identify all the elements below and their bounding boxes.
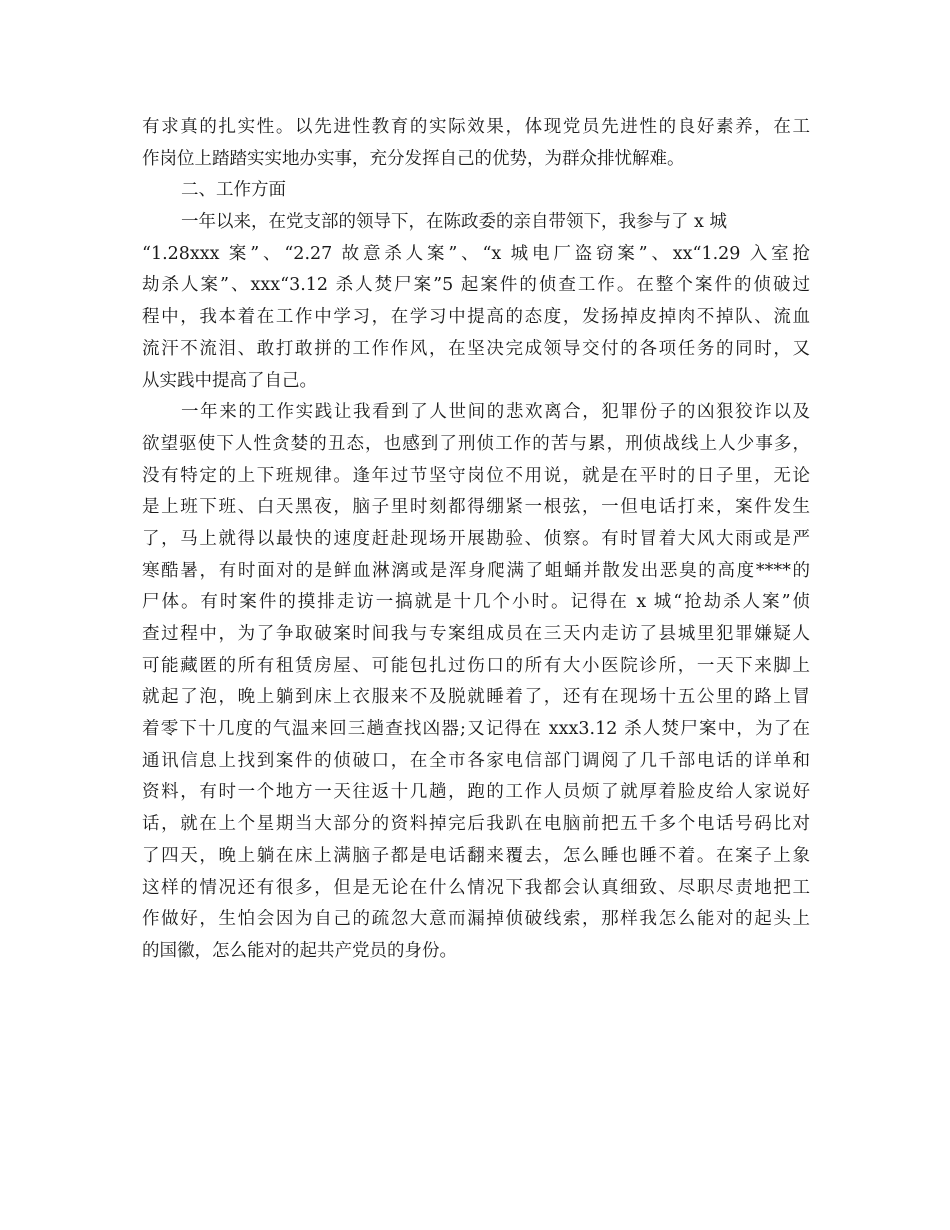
text-line: 程中，我本着在工作中学习，在学习中提高的态度，发扬掉皮掉肉不掉队、流血 bbox=[142, 307, 810, 328]
text-line: 是上班下班、白天黑夜，脑子里时刻都得绷紧一根弦，一但电话打来，案件发生 bbox=[142, 497, 810, 518]
text-line: 这样的情况还有很多，但是无论在什么情况下我都会认真细致、尽职尽责地把工 bbox=[142, 877, 810, 898]
text-line: 欲望驱使下人性贪婪的丑态，也感到了刑侦工作的苦与累，刑侦战线上人少事多， bbox=[142, 433, 810, 454]
text-line: 尸体。有时案件的摸排走访一搞就是十几个小时。记得在 x 城“抢劫杀人案”侦 bbox=[142, 592, 810, 613]
text-line: “1.28xxx 案”、“2.27 故意杀人案”、“x 城电厂盗窃案”、xx“1.29 入室抢 bbox=[142, 243, 810, 264]
text-line: 从实践中提高了自己。 bbox=[142, 370, 317, 391]
text-line: 作岗位上踏踏实实地办实事，充分发挥自己的优势，为群众排忧解难。 bbox=[142, 148, 685, 169]
text-line: 着零下十几度的气温来回三趟查找凶器;又记得在 xxx3.12 杀人焚尸案中，为了在 bbox=[142, 719, 810, 740]
section-heading: 二、工作方面 bbox=[181, 180, 286, 201]
text-line: 流汗不流泪、敢打敢拼的工作作风，在坚决完成领导交付的各项任务的同时，又 bbox=[142, 338, 810, 359]
document-body bbox=[142, 112, 810, 968]
text-line: 寒酷暑，有时面对的是鲜血淋漓或是浑身爬满了蛆蛹并散发出恶臭的高度****的 bbox=[142, 560, 810, 581]
text-line: 的国徽，怎么能对的起共产党员的身份。 bbox=[142, 940, 457, 961]
text-line: 一年以来，在党支部的领导下，在陈政委的亲自带领下，我参与了 x 城 bbox=[181, 212, 727, 233]
text-line: 可能藏匿的所有租赁房屋、可能包扎过伤口的所有大小医院诊所，一天下来脚上 bbox=[142, 655, 810, 676]
text-line: 就起了泡，晚上躺到床上衣服来不及脱就睡着了，还有在现场十五公里的路上冒 bbox=[142, 687, 810, 708]
text-line: 查过程中，为了争取破案时间我与专案组成员在三天内走访了县城里犯罪嫌疑人 bbox=[142, 624, 810, 644]
text-line: 有求真的扎实性。以先进性教育的实际效果，体现党员先进性的良好素养，在工 bbox=[142, 117, 810, 137]
text-line: 劫杀人案”、xxx“3.12 杀人焚尸案”5 起案件的侦查工作。在整个案件的侦破过 bbox=[142, 275, 810, 296]
text-line: 了四天，晚上躺在床上满脑子都是电话翻来覆去，怎么睡也睡不着。在案子上象 bbox=[142, 845, 810, 866]
text-line: 没有特定的上下班规律。逢年过节坚守岗位不用说，就是在平时的日子里，无论 bbox=[142, 465, 810, 486]
text-line: 一年来的工作实践让我看到了人世间的悲欢离合，犯罪份子的凶狠狡诈以及 bbox=[181, 402, 810, 423]
text-line: 作做好，生怕会因为自己的疏忽大意而漏掉侦破线索，那样我怎么能对的起头上 bbox=[142, 909, 810, 930]
text-line: 通讯信息上找到案件的侦破口，在全市各家电信部门调阅了几千部电话的详单和 bbox=[142, 750, 810, 771]
text-line: 资料，有时一个地方一天往返十几趟，跑的工作人员烦了就厚着脸皮给人家说好 bbox=[142, 782, 810, 803]
text-line: 了，马上就得以最快的速度赶赴现场开展勘验、侦察。有时冒着大风大雨或是严 bbox=[142, 528, 810, 549]
text-line: 话，就在上个星期当大部分的资料掉完后我趴在电脑前把五千多个电话号码比对 bbox=[142, 814, 810, 835]
